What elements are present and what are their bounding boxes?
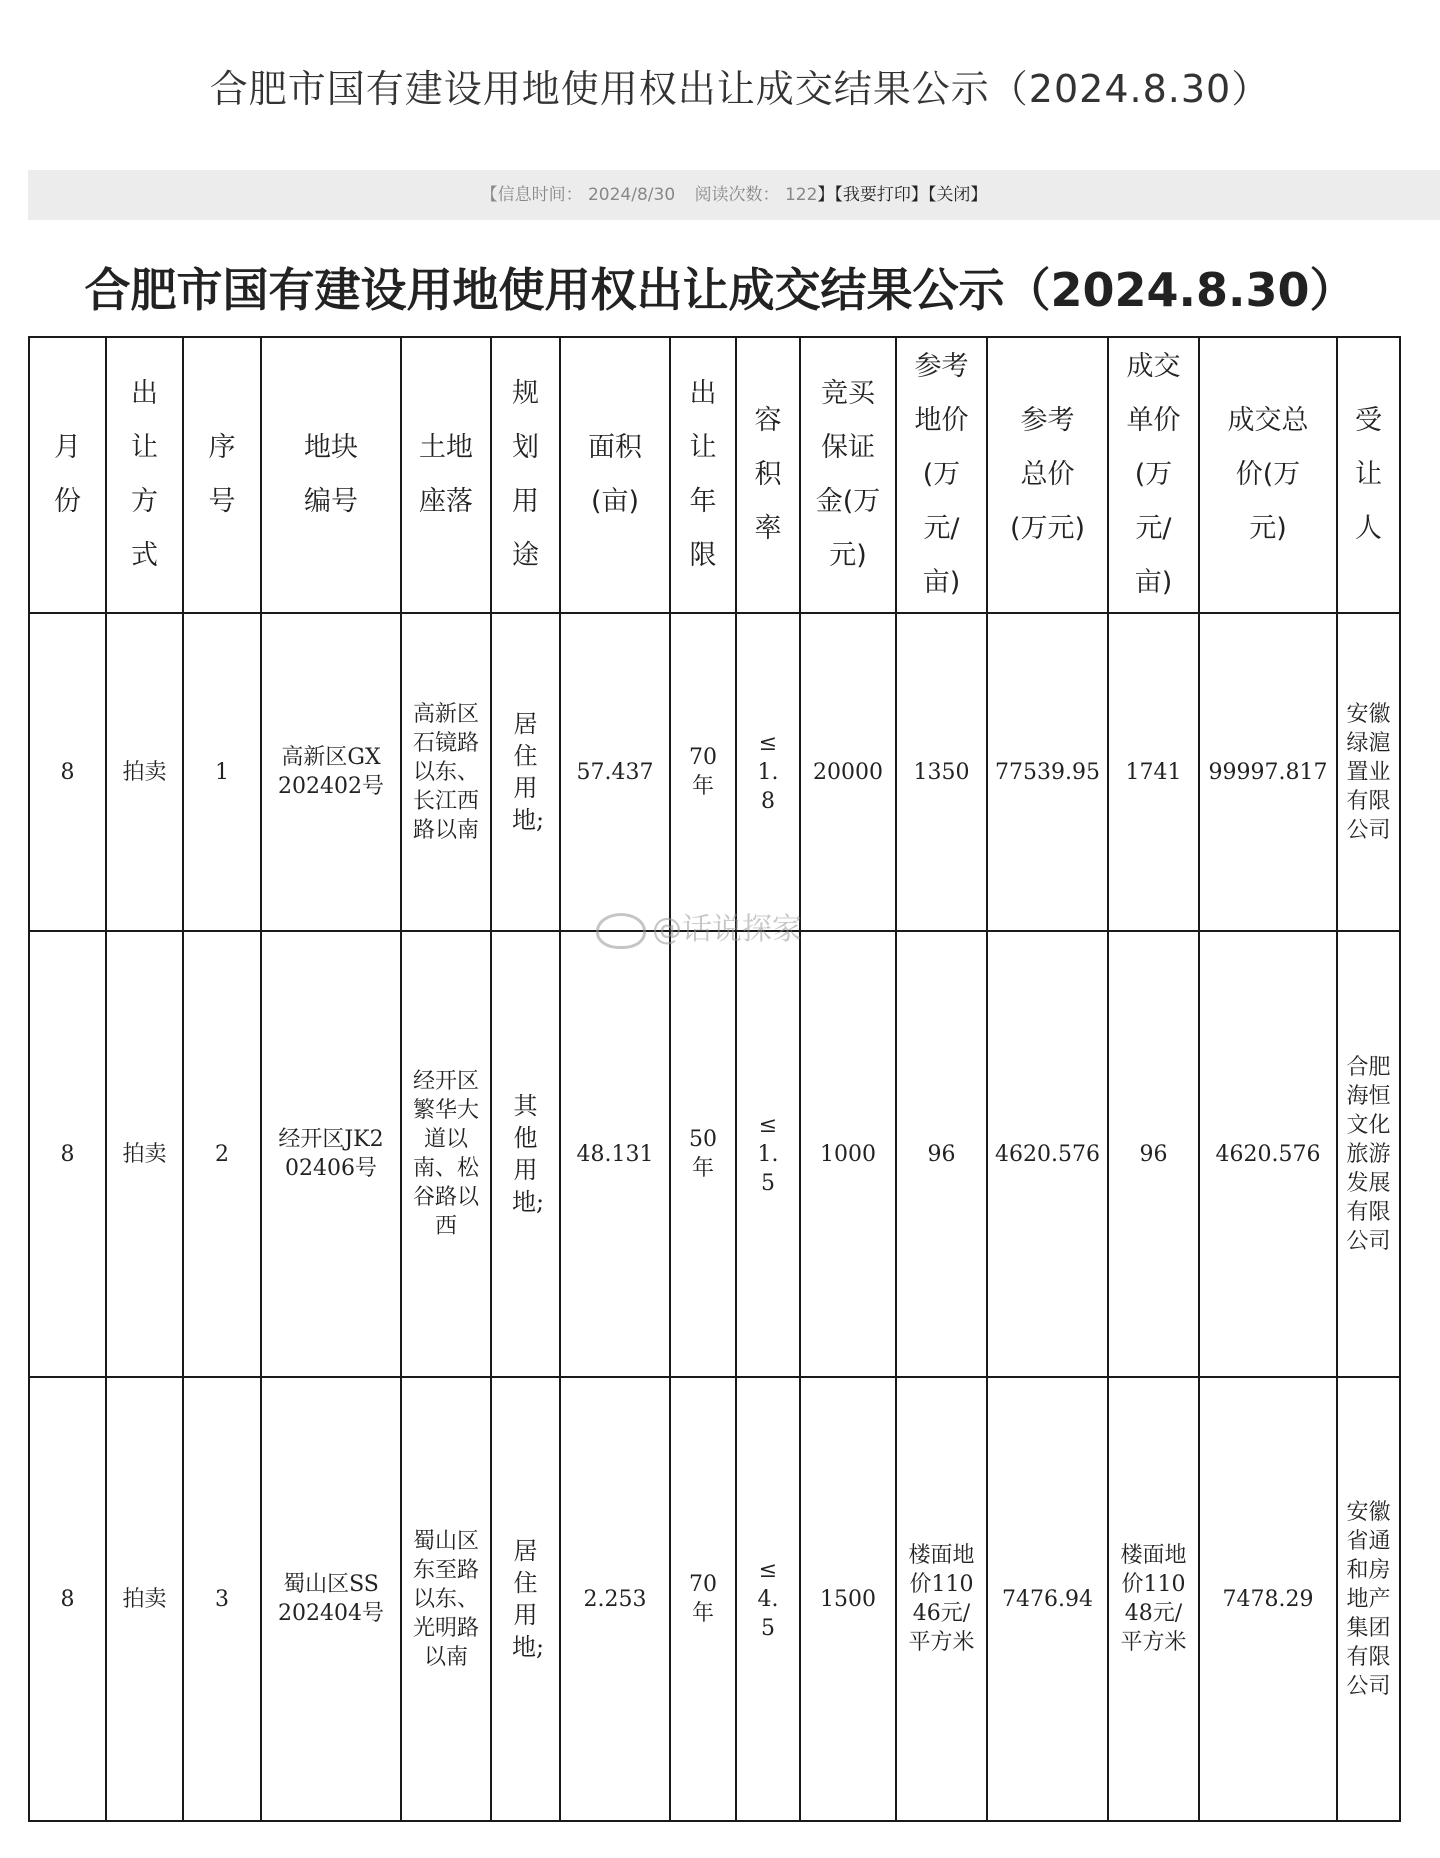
cell-parcel: 高新区GX202402号 [261,613,401,931]
cell-ref-total: 77539.95 [987,613,1108,931]
cell-deal-unit: 96 [1108,931,1199,1377]
header-area: 面积(亩) [560,337,670,613]
close-button[interactable]: 【关闭】 [927,185,988,205]
cell-deal-unit: 1741 [1108,613,1199,931]
cell-parcel: 经开区JK202406号 [261,931,401,1377]
cell-term: 70年 [670,613,736,931]
info-bar [28,170,1440,220]
cell-parcel: 蜀山区SS202404号 [261,1377,401,1821]
header-assignee: 受让人 [1337,337,1400,613]
cell-ref-total: 4620.576 [987,931,1108,1377]
cell-deal-total: 99997.817 [1199,613,1337,931]
header-deal-unit: 成交单价(万元/亩) [1108,337,1199,613]
cell-term: 50年 [670,931,736,1377]
cell-seq: 3 [183,1377,261,1821]
header-location: 土地座落 [401,337,491,613]
cell-deposit: 20000 [800,613,896,931]
cell-seq: 1 [183,613,261,931]
cell-area: 2.253 [560,1377,670,1821]
header-row [29,337,1400,613]
cell-far: ≤4.5 [736,1377,800,1821]
table-row [29,931,1400,1377]
cell-month: 8 [29,613,106,931]
cell-use: 居住用地; [491,613,560,931]
cell-ref-unit: 1350 [896,613,987,931]
header-ref-unit: 参考地价(万元/亩) [896,337,987,613]
cell-ref-unit: 96 [896,931,987,1377]
cell-term: 70年 [670,1377,736,1821]
cell-seq: 2 [183,931,261,1377]
header-ref-total: 参考总价(万元) [987,337,1108,613]
header-month: 月份 [29,337,106,613]
cell-location: 蜀山区东至路以东、光明路以南 [401,1377,491,1821]
info-reads-label: 阅读次数： [694,185,780,205]
cell-area: 57.437 [560,613,670,931]
cell-deal-unit: 楼面地价11048元/平方米 [1108,1377,1199,1821]
page-title: 合肥市国有建设用地使用权出让成交结果公示（2024.8.30） [209,67,1271,111]
header-parcel: 地块编号 [261,337,401,613]
watermark-text: @话说探家 [652,912,802,947]
cell-assignee: 合肥海恒文化旅游发展有限公司 [1337,931,1400,1377]
cell-deal-total: 7478.29 [1199,1377,1337,1821]
cell-deposit: 1500 [800,1377,896,1821]
cell-method: 拍卖 [106,931,183,1377]
print-button[interactable]: 【我要打印】 [834,185,928,205]
info-time-value: 2024/8/30 [587,185,676,205]
cell-method: 拍卖 [106,613,183,931]
cell-month: 8 [29,1377,106,1821]
header-seq: 序号 [183,337,261,613]
cell-use: 居住用地; [491,1377,560,1821]
header-use: 规划用途 [491,337,560,613]
header-deal-total: 成交总价(万元) [1199,337,1337,613]
cell-location: 高新区石镜路以东、长江西路以南 [401,613,491,931]
header-far: 容积率 [736,337,800,613]
main-heading: 合肥市国有建设用地使用权出让成交结果公示（2024.8.30） [84,263,1356,317]
cell-use: 其他用地; [491,931,560,1377]
info-close-bracket: 】 [817,185,835,205]
cell-area: 48.131 [560,931,670,1377]
cell-method: 拍卖 [106,1377,183,1821]
cell-far: ≤1.8 [736,613,800,931]
cell-location: 经开区繁华大道以南、松谷路以西 [401,931,491,1377]
cell-far: ≤1.5 [736,931,800,1377]
info-time-label: 【信息时间： [480,185,583,205]
cell-ref-total: 7476.94 [987,1377,1108,1821]
header-term: 出让年限 [670,337,736,613]
results-table [28,336,1401,1822]
cell-ref-unit: 楼面地价11046元/平方米 [896,1377,987,1821]
cell-month: 8 [29,931,106,1377]
cell-deposit: 1000 [800,931,896,1377]
cell-assignee: 安徽绿滬置业有限公司 [1337,613,1400,931]
header-deposit: 竞买保证金(万元) [800,337,896,613]
cell-assignee: 安徽省通和房地产集团有限公司 [1337,1377,1400,1821]
header-method: 出让方式 [106,337,183,613]
info-reads-value: 122 [784,185,818,205]
table-row [29,1377,1400,1821]
table-row [29,613,1400,931]
cell-deal-total: 4620.576 [1199,931,1337,1377]
